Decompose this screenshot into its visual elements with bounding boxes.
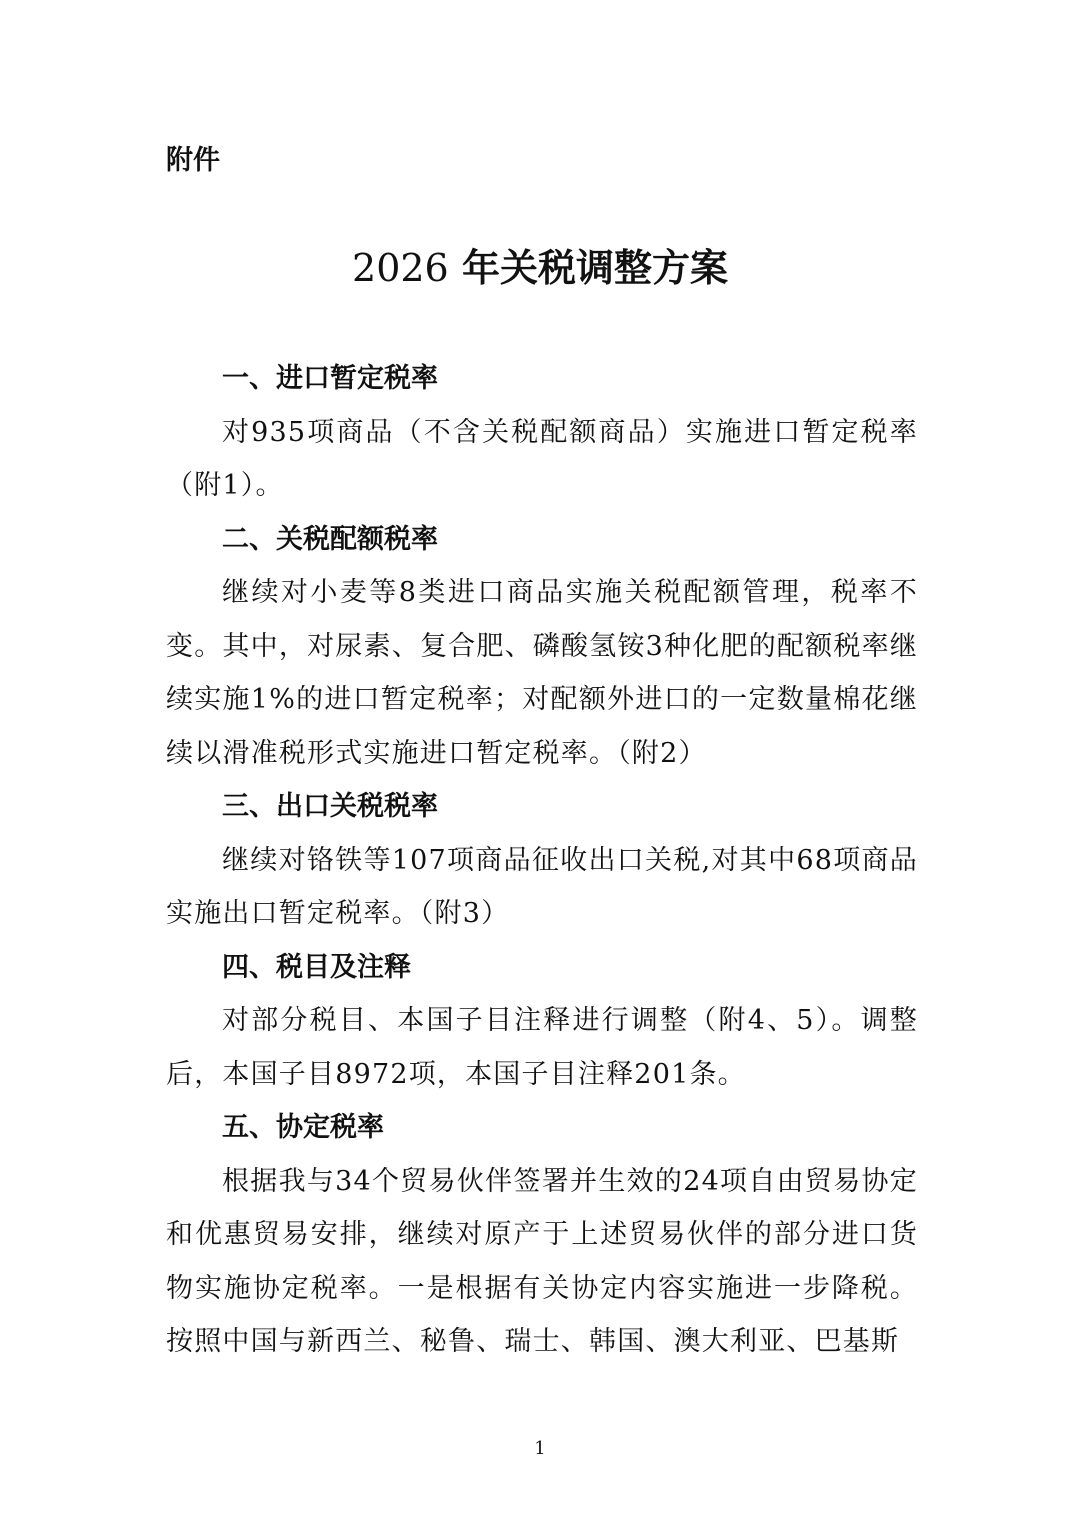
page-number: 1 [534,1438,546,1459]
section-paragraph-tariff-items-notes: 对部分税目、本国子目注释进行调整（附4、5）。调整后，本国子目8972项，本国子目注释201条。 [166,1005,918,1090]
section-paragraph-import-provisional-rate: 对935项商品（不含关税配额商品）实施进口暂定税率（附1）。 [166,416,918,501]
section-heading-import-provisional-rate: 一、进口暂定税率 [222,363,438,394]
section-heading-tariff-items-notes: 四、税目及注释 [222,951,411,983]
section-heading-agreement-rate: 五、协定税率 [222,1112,384,1143]
section-paragraph-tariff-quota-rate: 继续对小麦等8类进口商品实施关税配额管理，税率不变。其中，对尿素、复合肥、磷酸氢铵3种化肥的配额税率继续实施1%的进口暂定税率；对配额外进口的一定数量棉花继续以滑准税形式实施进口暂定税率。（附2） [166,577,918,769]
section-paragraph-export-tariff-rate: 继续对铬铁等107项商品征收出口关税,对其中68项商品实施出口暂定税率。（附3） [166,844,918,929]
attachment-label: 附件 [166,145,220,176]
title-text: 年关税调整方案 [461,246,728,290]
title-year: 2026 [352,246,449,290]
document-body [166,352,918,1369]
section-heading-export-tariff-rate: 三、出口关税税率 [222,791,438,822]
document-title [0,240,1080,296]
section-paragraph-agreement-rate: 根据我与34个贸易伙伴签署并生效的24项自由贸易协定和优惠贸易安排，继续对原产于上述贸易伙伴的部分进口货物实施协定税率。一是根据有关协定内容实施进一步降税。按照中国与新西兰、秘鲁、瑞士、韩国、澳大利亚、巴基斯 [166,1165,918,1357]
section-heading-tariff-quota-rate: 二、关税配额税率 [222,523,438,555]
